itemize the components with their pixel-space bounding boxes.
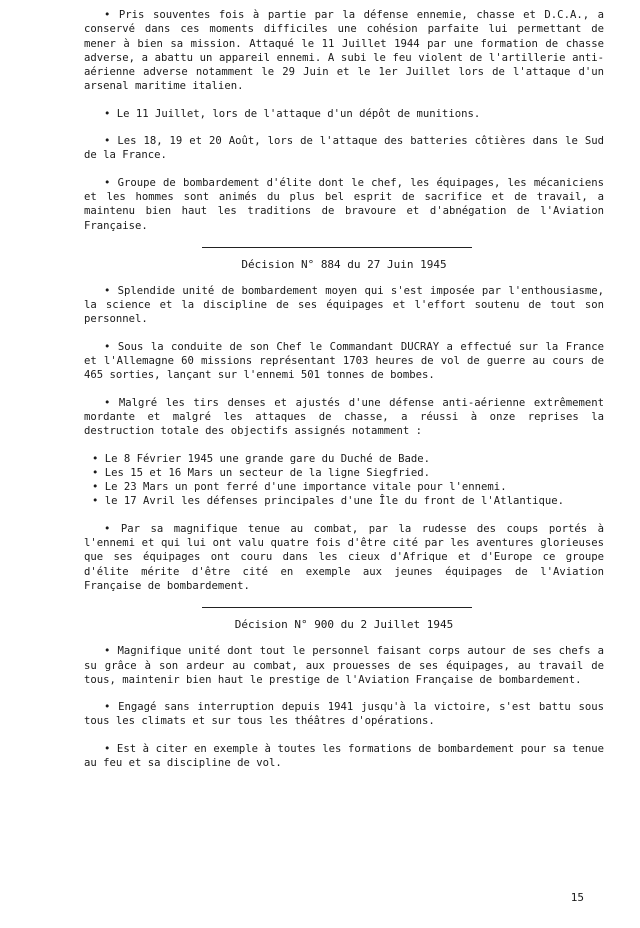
list-item: • Le 8 Février 1945 une grande gare du Duché de Bade. (92, 452, 431, 465)
section-divider (202, 247, 472, 248)
paragraph: • Splendide unité de bombardement moyen qui s'est imposée par l'enthousiasme, la science et la discipline de ses équipages et l'effort soutenu de tout son personnel. (84, 284, 604, 326)
paragraph: • Sous la conduite de son Chef le Commandant DUCRAY a effectué sur la France et l'Allemagne 60 missions représentant 1703 heures de vol de guerre au cours de 465 sorties, lançant sur l'ennemi 501 tonnes de bombes. (84, 340, 604, 382)
section-divider (202, 607, 472, 608)
paragraph: • Groupe de bombardement d'élite dont le chef, les équipages, les mécaniciens et les hommes sont animés du plus bel esprit de sacrifice et de travail, a maintenu bien haut les traditions de bravoure et d'abnégation de l'Aviation Française. (84, 176, 604, 232)
page-number: 15 (570, 891, 584, 904)
paragraph: • Est à citer en exemple à toutes les formations de bombardement pour sa tenue au feu et sa discipline de vol. (84, 742, 604, 769)
list-item: • Le 23 Mars un pont ferré d'une importance vitale pour l'ennemi. (92, 481, 507, 494)
paragraph: • Par sa magnifique tenue au combat, par la rudesse des coups portés à l'ennemi et qui lui ont valu quatre fois d'être cité par les aventures glorieuses que ses équipages ont couru dans les cieux d'Afrique et d'Europe ce groupe d'élite mérite d'être cité en exemple aux jeunes équipages de l'Aviation Française de bombardement. (84, 522, 604, 592)
paragraph: • Le 11 Juillet, lors de l'attaque d'un dépôt de munitions. (104, 107, 481, 120)
decision-884-heading: Décision N° 884 du 27 Juin 1945 (241, 257, 447, 271)
paragraph: • Malgré les tirs denses et ajustés d'une défense anti-aérienne extrêmement mordante et malgré les attaques de chasse, a réussi à onze reprises la destruction totale des objectifs assignés notamment : (84, 396, 604, 438)
paragraph: • Pris souventes fois à partie par la défense ennemie, chasse et D.C.A., a conservé dans ces moments difficiles une cohésion parfaite lui permettant de mener à bien sa mission. Attaqué le 11 Juillet 1944 par une formation de chasse adverse, a abattu un appareil ennemi. A subi le feu violent de l'artillerie anti-aérienne adverse notamment le 29 Juin et le 1er Juillet lors de l'attaque d'un arsenal maritime italien. (84, 9, 604, 93)
objectives-list (84, 452, 604, 509)
paragraph: • Engagé sans interruption depuis 1941 jusqu'à la victoire, s'est battu sous tous les climats et sur tous les théâtres d'opérations. (84, 701, 604, 728)
paragraph: • Magnifique unité dont tout le personnel faisant corps autour de ses chefs a su grâce à son ardeur au combat, aux prouesses de ses équipages, au travail de tous, maintenir bien haut le prestige de l'Aviation Française de bombardement. (84, 645, 604, 686)
list-item: • Les 15 et 16 Mars un secteur de la ligne Siegfried. (92, 466, 431, 479)
list-item: • le 17 Avril les défenses principales d'une Île du front de l'Atlantique. (92, 495, 564, 508)
paragraph: • Les 18, 19 et 20 Août, lors de l'attaque des batteries côtières dans le Sud de la France. (84, 135, 604, 162)
decision-900-heading: Décision N° 900 du 2 Juillet 1945 (234, 618, 454, 632)
